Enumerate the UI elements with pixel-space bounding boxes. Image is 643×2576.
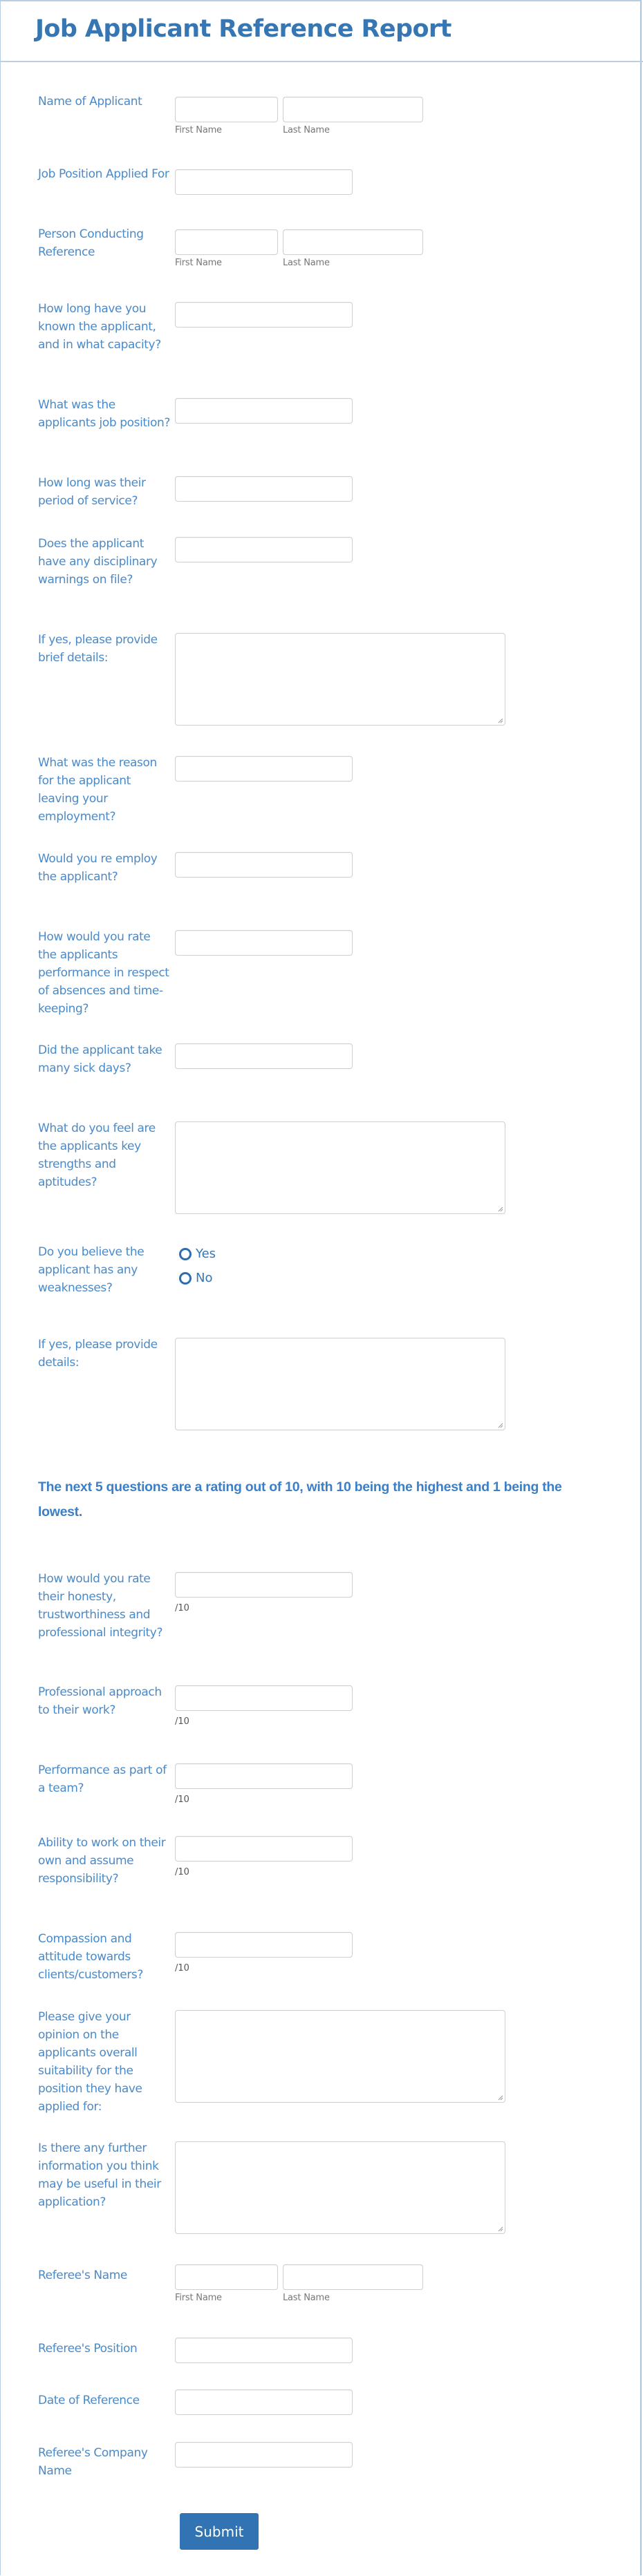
sick-days-input[interactable]: [175, 1043, 353, 1069]
last-name-sublabel: Last Name: [283, 2293, 330, 2303]
disciplinary-label: Does the applicant have any disciplinary warnings on file?: [38, 537, 158, 587]
last-name-sublabel: Last Name: [283, 258, 330, 268]
reason-leaving-input[interactable]: [175, 756, 353, 782]
period-of-service-input[interactable]: [175, 476, 353, 502]
absences-rating-label: How would you rate the applicants performance in respect of absences and time-keeping?: [38, 930, 169, 1016]
resize-handle-icon[interactable]: [497, 1422, 503, 1428]
disciplinary-details-label: If yes, please provide brief details:: [38, 633, 158, 665]
date-of-reference-label: Date of Reference: [38, 2394, 140, 2407]
referee-company-label: Referee's Company Name: [38, 2446, 148, 2478]
conductor-first-name-input[interactable]: [175, 229, 278, 255]
radio-label-no: No: [196, 1271, 213, 1285]
reason-leaving-label: What was the reason for the applicant leaving your employment?: [38, 756, 157, 824]
applicant-first-name-input[interactable]: [175, 97, 278, 122]
first-name-sublabel: First Name: [175, 2293, 222, 2303]
radio-circle-icon[interactable]: [179, 1272, 192, 1285]
disciplinary-input[interactable]: [175, 537, 353, 562]
conductor-last-name-input[interactable]: [283, 229, 423, 255]
rating-suffix: /10: [175, 1716, 189, 1727]
re-employ-input[interactable]: [175, 852, 353, 878]
applicant-name-label: Name of Applicant: [38, 95, 142, 108]
independence-rating-input[interactable]: [175, 1836, 353, 1862]
absences-rating-input[interactable]: [175, 930, 353, 956]
honesty-rating-input[interactable]: [175, 1572, 353, 1598]
professional-approach-rating-input[interactable]: [175, 1685, 353, 1711]
referee-position-label: Referee's Position: [38, 2342, 138, 2356]
teamwork-label: Performance as part of a team?: [38, 1763, 167, 1795]
first-name-sublabel: First Name: [175, 258, 222, 268]
first-name-sublabel: First Name: [175, 125, 222, 135]
referee-company-input[interactable]: [175, 2442, 353, 2468]
last-name-sublabel: Last Name: [283, 125, 330, 135]
disciplinary-details-textarea[interactable]: [175, 633, 505, 726]
sick-days-label: Did the applicant take many sick days?: [38, 1043, 162, 1075]
rating-suffix: /10: [175, 1794, 189, 1805]
job-position-applied-input[interactable]: [175, 169, 353, 195]
job-position-applied-label: Job Position Applied For: [38, 167, 169, 181]
person-conducting-label: Person Conducting Reference: [38, 227, 144, 259]
period-of-service-label: How long was their period of service?: [38, 476, 146, 508]
weaknesses-label: Do you believe the applicant has any weaknesses?: [38, 1245, 145, 1295]
honesty-label: How would you rate their honesty, trustworthiness and professional integrity?: [38, 1572, 163, 1640]
referee-first-name-input[interactable]: [175, 2264, 278, 2290]
further-info-textarea[interactable]: [175, 2141, 505, 2234]
independence-label: Ability to work on their own and assume responsibility?: [38, 1836, 166, 1886]
compassion-rating-input[interactable]: [175, 1932, 353, 1958]
strengths-textarea[interactable]: [175, 1121, 505, 1214]
rating-suffix: /10: [175, 1867, 189, 1877]
weakness-details-label: If yes, please provide details:: [38, 1338, 158, 1370]
header-divider: [0, 61, 643, 62]
known-how-long-label: How long have you known the applicant, and in what capacity?: [38, 302, 161, 352]
resize-handle-icon[interactable]: [497, 1206, 503, 1212]
resize-handle-icon[interactable]: [497, 2226, 503, 2232]
referee-name-label: Referee's Name: [38, 2269, 127, 2282]
radio-circle-icon[interactable]: [179, 1248, 192, 1260]
job-position-label: What was the applicants job position?: [38, 398, 170, 430]
weakness-details-textarea[interactable]: [175, 1338, 505, 1430]
professional-approach-label: Professional approach to their work?: [38, 1685, 162, 1717]
submit-button[interactable]: Submit: [180, 2513, 259, 2550]
rating-suffix: /10: [175, 1963, 189, 1973]
page-title: Job Applicant Reference Report: [35, 15, 451, 43]
applicant-last-name-input[interactable]: [283, 97, 423, 122]
resize-handle-icon[interactable]: [497, 717, 503, 723]
teamwork-rating-input[interactable]: [175, 1763, 353, 1789]
referee-last-name-input[interactable]: [283, 2264, 423, 2290]
resize-handle-icon[interactable]: [497, 2094, 503, 2101]
known-how-long-input[interactable]: [175, 302, 353, 328]
further-info-label: Is there any further information you think may be useful in their application?: [38, 2141, 161, 2209]
re-employ-label: Would you re employ the applicant?: [38, 852, 158, 884]
strengths-label: What do you feel are the applicants key strengths and aptitudes?: [38, 1121, 156, 1189]
compassion-label: Compassion and attitude towards clients/customers?: [38, 1932, 144, 1982]
date-of-reference-input[interactable]: [175, 2389, 353, 2415]
weaknesses-option-no[interactable]: [179, 1271, 212, 1285]
job-position-input[interactable]: [175, 398, 353, 424]
rating-instructions: The next 5 questions are a rating out of 10, with 10 being the highest and 1 being the lowest.: [38, 1479, 562, 1519]
radio-label-yes: Yes: [196, 1247, 216, 1261]
referee-position-input[interactable]: [175, 2338, 353, 2363]
suitability-label: Please give your opinion on the applicants overall suitability for the position they have applied for:: [38, 2010, 142, 2114]
weaknesses-option-yes[interactable]: [179, 1247, 216, 1261]
rating-suffix: /10: [175, 1603, 189, 1613]
suitability-textarea[interactable]: [175, 2010, 505, 2103]
